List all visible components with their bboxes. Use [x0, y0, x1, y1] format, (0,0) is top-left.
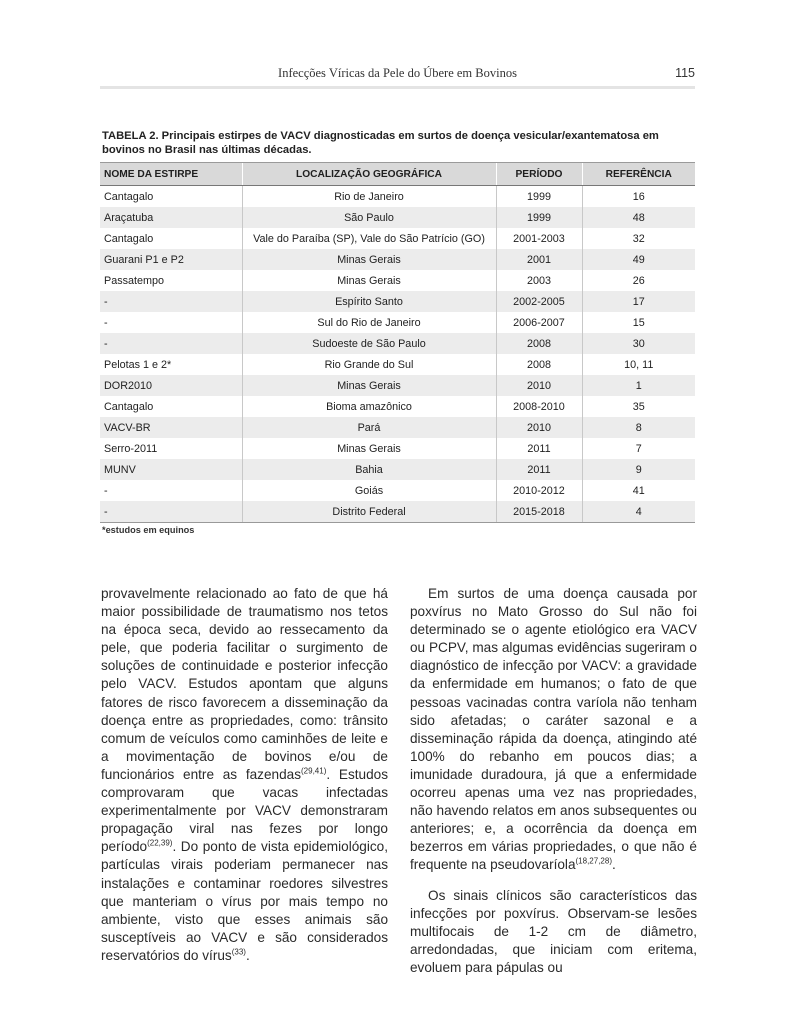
right-text-b: . — [611, 857, 616, 873]
table-row — [100, 249, 695, 270]
table-row — [100, 270, 695, 291]
col-header-location: LOCALIZAÇÃO GEOGRÁFICA — [242, 163, 496, 186]
cell-location: Bahia — [242, 459, 496, 480]
citation: (22,39) — [147, 838, 173, 848]
cell-period: 2001 — [496, 249, 582, 270]
cell-strain: Araçatuba — [100, 207, 242, 228]
cell-period: 2001-2003 — [496, 228, 582, 249]
cell-location: Bioma amazônico — [242, 396, 496, 417]
cell-period: 2003 — [496, 270, 582, 291]
col-header-period: PERÍODO — [496, 163, 582, 186]
cell-period: 2008 — [496, 333, 582, 354]
cell-location: São Paulo — [242, 207, 496, 228]
cell-period: 2008-2010 — [496, 396, 582, 417]
cell-period: 2015-2018 — [496, 501, 582, 523]
cell-strain: Cantagalo — [104, 400, 154, 413]
cell-reference: 9 — [582, 459, 695, 480]
cell-strain: MUNV — [100, 459, 242, 480]
cell-strain: Passatempo — [104, 274, 165, 287]
table-row — [100, 438, 695, 459]
cell-location: Espírito Santo — [242, 291, 496, 312]
right-paragraph-1 — [410, 585, 697, 875]
cell-period: 2008 — [496, 354, 582, 375]
cell-period: 2010 — [496, 417, 582, 438]
running-title: Infecções Víricas da Pele do Úbere em Bovinos — [278, 66, 517, 80]
cell-location: Goiás — [242, 480, 496, 501]
body-column-left — [101, 585, 388, 965]
col-header-reference: REFERÊNCIA — [582, 163, 695, 186]
table-body — [100, 186, 695, 523]
cell-reference: 16 — [582, 186, 695, 208]
citation: (18,27,28) — [575, 856, 612, 866]
cell-strain: Cantagalo — [104, 190, 154, 203]
cell-reference: 26 — [582, 270, 695, 291]
cell-reference: 4 — [582, 501, 695, 523]
cell-reference: 30 — [582, 333, 695, 354]
table-row — [100, 480, 695, 501]
right-paragraph-2: Os sinais clínicos são característicos das infecções por poxvírus. Observam-se lesões multifocais de 1-2 cm de diâmetro, arredondadas, que iniciam com eritema, evoluem para pápulas ou — [410, 887, 697, 975]
table-footnote: *estudos em equinos — [102, 525, 195, 535]
table-row — [100, 354, 695, 375]
cell-location: Rio de Janeiro — [242, 186, 496, 208]
citation: (29,41) — [301, 766, 327, 776]
cell-location: Rio Grande do Sul — [242, 354, 496, 375]
table-row — [100, 291, 695, 312]
table-caption-text: Principais estirpes de VACV diagnosticadas em surtos de doença vesicular/exantematosa em bovinos no Brasil nas últimas décadas. — [102, 130, 659, 156]
table-row — [100, 186, 695, 208]
left-text-b: . Estudos comprovaram que vacas infectadas experimentalmente por VACV demonstraram propagação viral nas fezes por longo período — [101, 766, 388, 855]
cell-period: 2010-2012 — [496, 480, 582, 501]
col-header-strain: NOME DA ESTIRPE — [100, 163, 242, 186]
cell-strain: Pelotas 1 e 2* — [104, 358, 172, 371]
cell-location: Distrito Federal — [242, 501, 496, 523]
cell-location: Minas Gerais — [242, 270, 496, 291]
cell-period: 2011 — [496, 438, 582, 459]
cell-strain: Cantagalo — [104, 232, 154, 245]
cell-strain: - — [100, 291, 242, 312]
cell-strain: - — [104, 484, 108, 497]
left-paragraph — [101, 585, 388, 965]
table-row — [100, 333, 695, 354]
strains-table — [100, 162, 695, 523]
left-text-c: . Do ponto de vista epidemiológico, partículas virais poderiam permanecer nas instalações e contaminar roedores silvestres que manteriam o vírus por mais tempo no ambiente, visto que esses animais são susceptíveis ao VACV e são considerados reservatórios do vírus — [101, 839, 388, 963]
cell-strain: - — [100, 333, 242, 354]
cell-period: 2002-2005 — [496, 291, 582, 312]
table-header-row — [100, 163, 695, 186]
cell-location: Sul do Rio de Janeiro — [242, 312, 496, 333]
cell-reference: 10, 11 — [582, 354, 695, 375]
cell-reference: 7 — [582, 438, 695, 459]
citation: (33) — [231, 947, 246, 957]
table-row — [100, 375, 695, 396]
cell-period: 1999 — [496, 186, 582, 208]
table-row — [100, 312, 695, 333]
running-header — [100, 64, 695, 89]
left-text-d: . — [245, 947, 250, 963]
table-caption — [102, 129, 697, 157]
body-column-right — [410, 585, 697, 977]
cell-period: 2010 — [496, 375, 582, 396]
page-number: 115 — [675, 66, 695, 80]
cell-strain: Serro-2011 — [104, 442, 158, 455]
cell-location: Minas Gerais — [242, 438, 496, 459]
table-row — [100, 207, 695, 228]
table-row — [100, 501, 695, 523]
cell-reference: 35 — [582, 396, 695, 417]
table-row — [100, 459, 695, 480]
cell-location: Minas Gerais — [242, 375, 496, 396]
table-row — [100, 228, 695, 249]
cell-period: 1999 — [496, 207, 582, 228]
table-row — [100, 396, 695, 417]
cell-reference: 17 — [582, 291, 695, 312]
table-caption-label: TABELA 2. — [102, 130, 159, 142]
cell-strain: DOR2010 — [100, 375, 242, 396]
cell-location: Vale do Paraíba (SP), Vale do São Patrício (GO) — [242, 228, 496, 249]
cell-reference: 1 — [582, 375, 695, 396]
left-text-a: provavelmente relacionado ao fato de que há maior possibilidade de traumatismo nos tetos na época seca, devido ao ressecamento da pele, que poderia facilitar o surgimento de soluções de continuidade e posterior infecção pelo VACV. Estudos apontam que alguns fatores de risco favorecem a disseminação da doença entre as propriedades, como: trânsito comum de veículos como caminhões de leite e a movimentação de bovinos e/ou de funcionários entre as fazendas — [101, 586, 388, 782]
table-row — [100, 417, 695, 438]
cell-reference: 49 — [582, 249, 695, 270]
cell-reference: 15 — [582, 312, 695, 333]
cell-reference: 32 — [582, 228, 695, 249]
cell-strain: Guarani P1 e P2 — [100, 249, 242, 270]
cell-period: 2011 — [496, 459, 582, 480]
cell-reference: 41 — [582, 480, 695, 501]
cell-strain: - — [104, 316, 108, 329]
cell-location: Pará — [242, 417, 496, 438]
cell-reference: 8 — [582, 417, 695, 438]
cell-location: Sudoeste de São Paulo — [242, 333, 496, 354]
right-text-a: Em surtos de uma doença causada por poxvírus no Mato Grosso do Sul não foi determinado se o agente etiológico era VACV ou PCPV, mas algumas evidências sugeriram o diagnóstico de infecção por VACV: a gravidade da enfermidade em humanos; o fato de que pessoas vacinadas contra varíola não tenham sido afetadas; o caráter sazonal e a disseminação rápida da doença, atingindo até 100% do rebanho em poucos dias; a imunidade duradoura, já que a enfermidade ocorreu apenas uma vez nas propriedades, não havendo relatos em anos subsequentes ou anteriores; e, a ocorrência da doença em bezerros em várias propriedades, o que não é frequente na pseudovaríola — [410, 586, 697, 873]
cell-period: 2006-2007 — [496, 312, 582, 333]
cell-location: Minas Gerais — [242, 249, 496, 270]
cell-strain: - — [100, 501, 242, 523]
cell-strain: VACV-BR — [100, 417, 242, 438]
cell-reference: 48 — [582, 207, 695, 228]
